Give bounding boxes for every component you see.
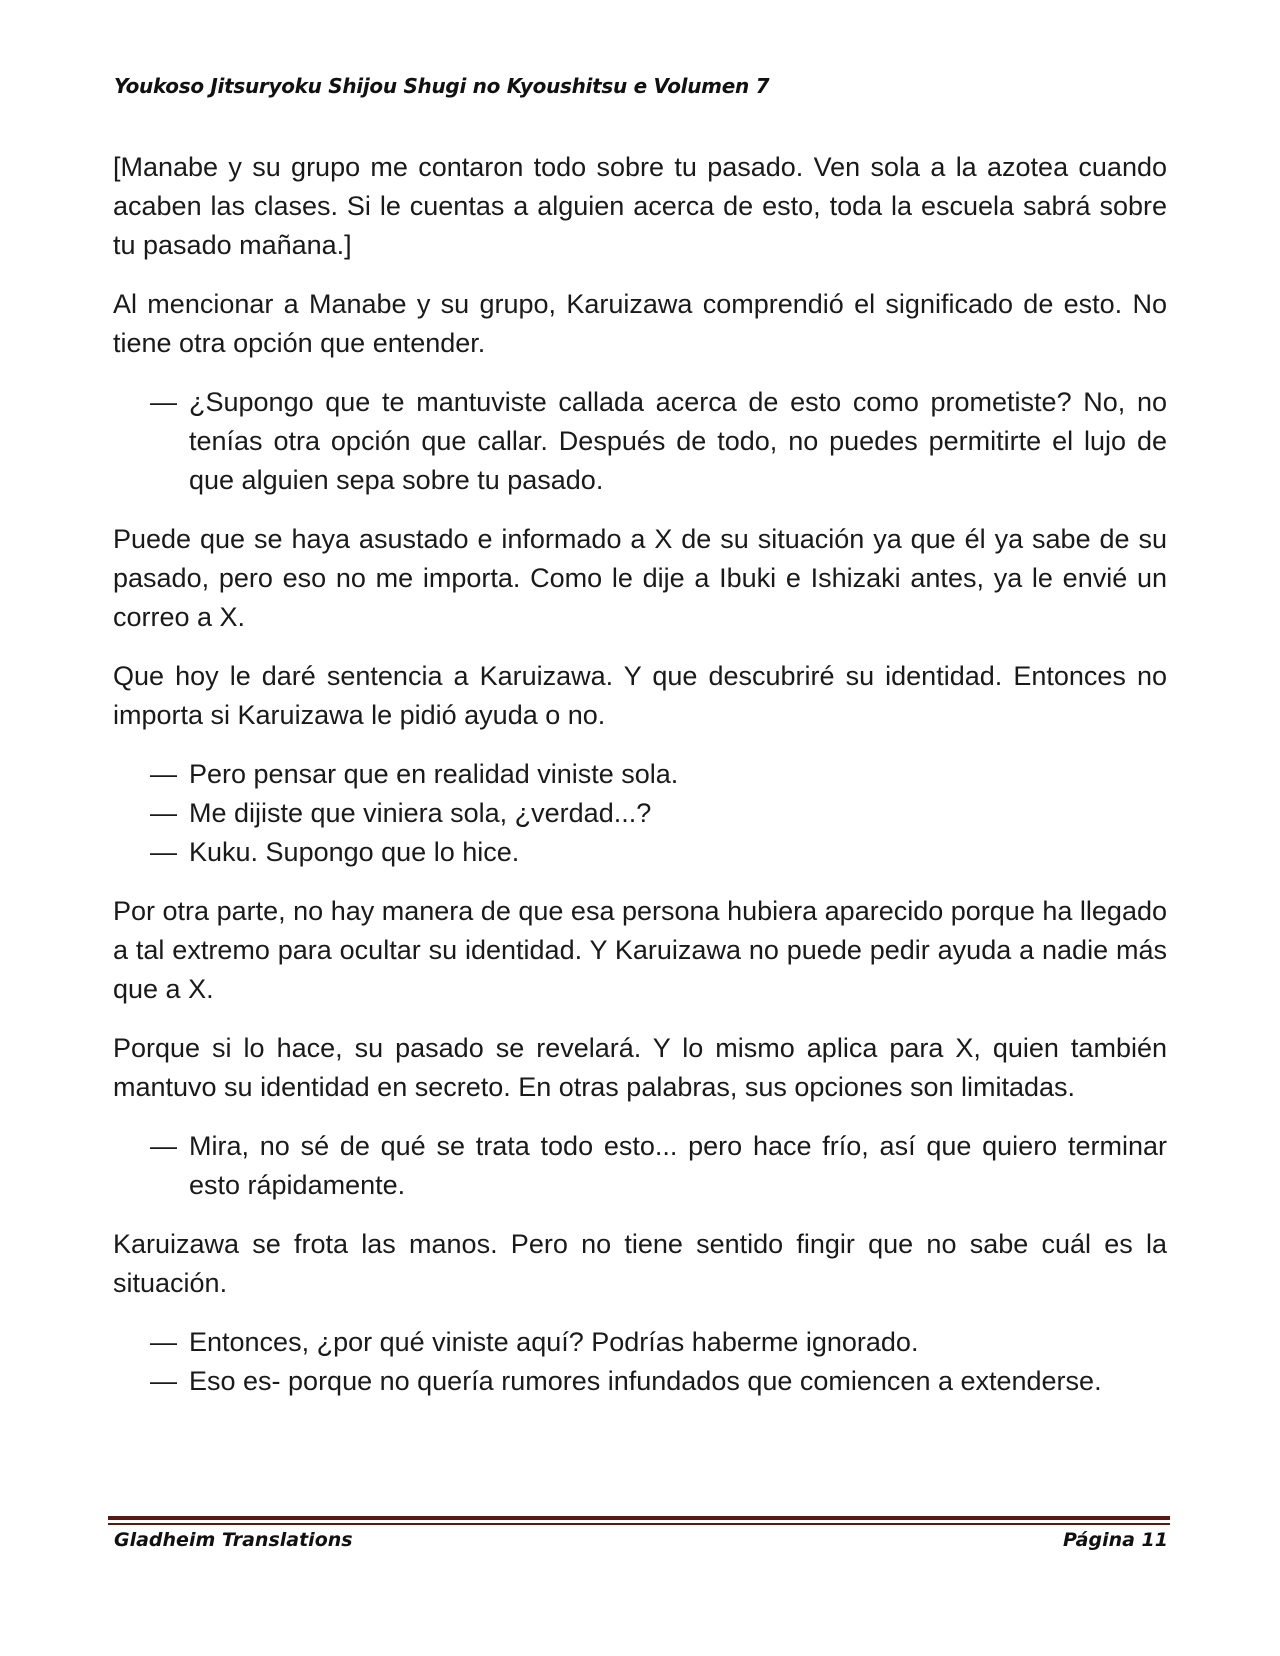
dialogue-text: Entonces, ¿por qué viniste aquí? Podrías haberme ignorado. xyxy=(189,1327,919,1357)
dialogue-dash: — xyxy=(150,837,177,867)
paragraph-5: Por otra parte, no hay manera de que esa persona hubiera aparecido porque ha llegado a tal extremo para ocultar su identidad. Y Karuizawa no puede pedir ayuda a nadie más que a X. xyxy=(113,896,1167,1004)
paragraph-2: Al mencionar a Manabe y su grupo, Karuizawa comprendió el significado de esto. No tiene otra opción que entender. xyxy=(113,289,1167,358)
dialogue-line xyxy=(113,383,1167,500)
dialogue-text: Me dijiste que viniera sola, ¿verdad...? xyxy=(189,798,652,828)
dialogue-text: Mira, no sé de qué se trata todo esto... pero hace frío, así que quiero terminar esto rápidamente. xyxy=(189,1131,1167,1200)
footer-credit: Gladheim Translations xyxy=(114,1529,353,1551)
dialogue-line xyxy=(113,833,1167,872)
dialogue-group-4 xyxy=(113,1323,1167,1401)
dialogue-line xyxy=(113,1362,1167,1401)
dialogue-dash: — xyxy=(150,1131,177,1161)
dialogue-group-1 xyxy=(113,383,1167,500)
dialogue-dash: — xyxy=(150,1366,177,1396)
dialogue-text: Eso es- porque no quería rumores infundados que comiencen a extenderse. xyxy=(189,1366,1102,1396)
dialogue-group-2 xyxy=(113,755,1167,872)
footer-divider-thick xyxy=(108,1516,1170,1520)
dialogue-group-3 xyxy=(113,1127,1167,1205)
dialogue-dash: — xyxy=(150,1327,177,1357)
header-title: Youkoso Jitsuryoku Shijou Shugi no Kyoushitsu e Volumen 7 xyxy=(114,74,770,98)
dialogue-line xyxy=(113,1127,1167,1205)
dialogue-dash: — xyxy=(150,798,177,828)
dialogue-line xyxy=(113,755,1167,794)
dialogue-line xyxy=(113,1323,1167,1362)
page-number: Página 11 xyxy=(1062,1529,1168,1551)
dialogue-dash: — xyxy=(150,759,177,789)
paragraph-3: Puede que se haya asustado e informado a X de su situación ya que él ya sabe de su pasado, pero eso no me importa. Como le dije a Ibuki e Ishizaki antes, ya le envié un correo a X. xyxy=(113,524,1167,632)
footer-divider xyxy=(108,1516,1170,1525)
paragraph-7: Karuizawa se frota las manos. Pero no tiene sentido fingir que no sabe cuál es la situación. xyxy=(113,1229,1167,1298)
dialogue-line xyxy=(113,794,1167,833)
dialogue-text: Kuku. Supongo que lo hice. xyxy=(189,837,520,867)
dialogue-text: ¿Supongo que te mantuviste callada acerca de esto como prometiste? No, no tenías otra opción que callar. Después de todo, no puedes permitirte el lujo de que alguien sepa sobre tu pasado. xyxy=(189,387,1167,495)
footer-divider-thin xyxy=(108,1523,1170,1525)
paragraph-1: [Manabe y su grupo me contaron todo sobre tu pasado. Ven sola a la azotea cuando acaben las clases. Si le cuentas a alguien acerca de esto, toda la escuela sabrá sobre tu pasado mañana.] xyxy=(113,152,1167,260)
dialogue-dash: — xyxy=(150,387,177,417)
body-text xyxy=(113,148,1167,1421)
paragraph-4: Que hoy le daré sentencia a Karuizawa. Y que descubriré su identidad. Entonces no importa si Karuizawa le pidió ayuda o no. xyxy=(113,661,1167,730)
dialogue-text: Pero pensar que en realidad viniste sola. xyxy=(189,759,679,789)
paragraph-6: Porque si lo hace, su pasado se revelará. Y lo mismo aplica para X, quien también mantuvo su identidad en secreto. En otras palabras, sus opciones son limitadas. xyxy=(113,1033,1167,1102)
